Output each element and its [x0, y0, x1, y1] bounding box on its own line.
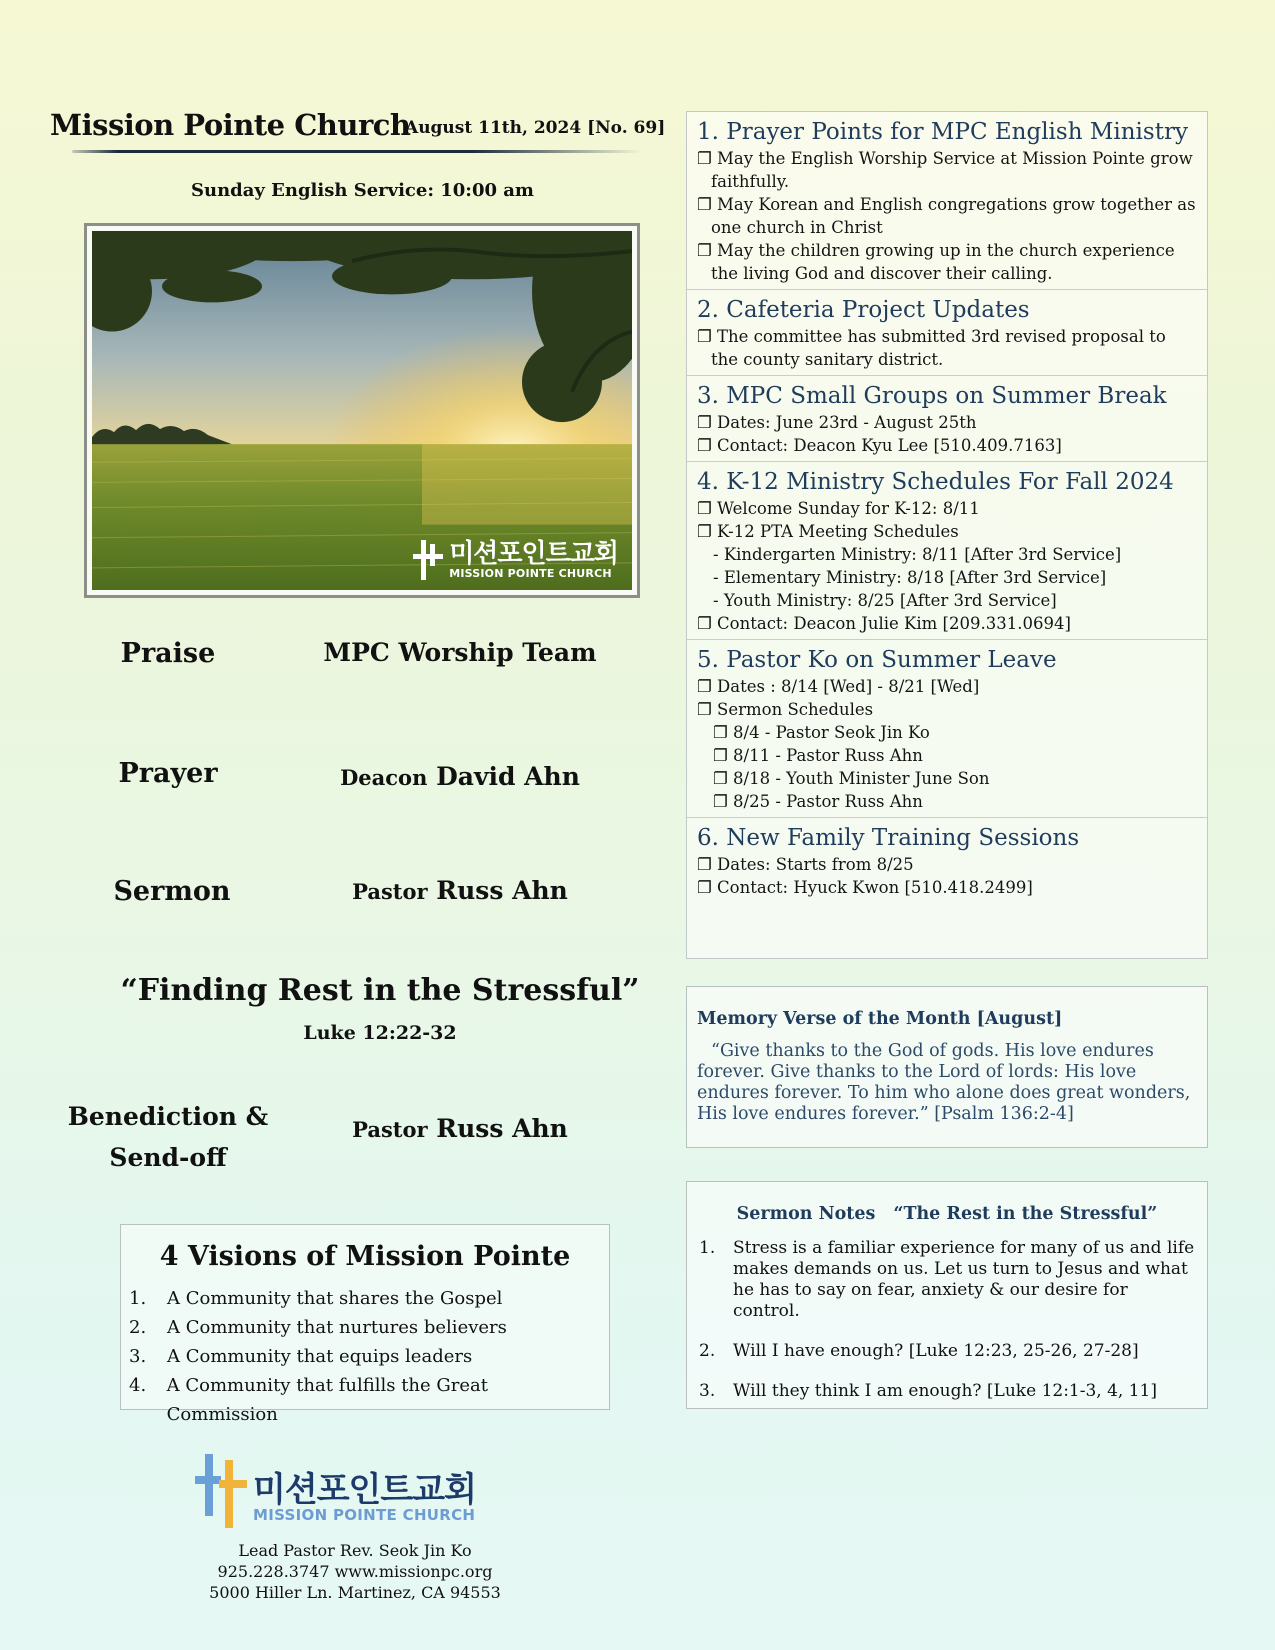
announcement-item: ❐ May the English Worship Service at Mission Pointe grow faithfully. [697, 149, 1193, 191]
phone-website: 925.228.3747 www.missionpc.org [217, 1562, 493, 1581]
announcement-section [687, 640, 1207, 818]
service-time: Sunday English Service: 10:00 am [191, 180, 534, 201]
announcement-item: ❐ Contact: Deacon Julie Kim [209.331.0694] [697, 614, 1071, 633]
list-text: Will I have enough? [Luke 12:23, 25-26, 27-28] [733, 1341, 1139, 1361]
sermon-notes-title: “The Rest in the Stressful” [893, 1204, 1158, 1224]
list-text: A Community that fulfills the Great Commission [166, 1375, 488, 1425]
photo-logo-korean: 미션포인트교회 [449, 538, 618, 569]
announcement-item: ❐ Dates : 8/14 [Wed] - 8/21 [Wed] [697, 677, 980, 696]
sermon-title: “Finding Rest in the Stressful” [120, 973, 640, 1008]
issue-date: August 11th, 2024 [No. 69] [405, 118, 666, 138]
list-text: Will they think I am enough? [Luke 12:1-3, 4, 11] [733, 1381, 1157, 1401]
announcement-item: ❐ Sermon Schedules [697, 700, 874, 719]
list-item [699, 1381, 1195, 1402]
title-underline [72, 150, 642, 153]
announcement-title: 3. MPC Small Groups on Summer Break [697, 383, 1167, 409]
order-name-text: Russ Ahn [436, 876, 568, 905]
list-number: 1. [699, 1238, 716, 1258]
announcement-title: 6. New Family Training Sessions [697, 825, 1080, 851]
announcement-title: 4. K-12 Ministry Schedules For Fall 2024 [697, 469, 1174, 495]
announcement-subitem: - Youth Ministry: 8/25 [After 3rd Service] [713, 591, 1057, 610]
order-name-praise [300, 638, 620, 667]
cross-logo-icon [195, 1454, 247, 1532]
order-name-prefix: Deacon [340, 765, 428, 790]
order-role-line: Send-off [109, 1143, 227, 1172]
order-name-text: David Ahn [436, 762, 580, 791]
footer-church-logo [195, 1450, 495, 1530]
announcement-item: ❐ Contact: Deacon Kyu Lee [510.409.7163] [697, 436, 1062, 455]
list-item [129, 1313, 601, 1342]
list-number: 3. [699, 1381, 716, 1401]
list-text: A Community that equips leaders [167, 1346, 473, 1367]
church-name: Mission Pointe Church [50, 108, 411, 142]
order-role-prayer: Prayer [118, 758, 218, 789]
list-number: 1. [129, 1288, 147, 1309]
announcement-section [687, 112, 1207, 290]
announcement-item: ❐ The committee has submitted 3rd revised proposal to the county sanitary district. [697, 327, 1166, 369]
list-text: A Community that shares the Gospel [167, 1288, 503, 1309]
memory-verse-text: “Give thanks to the God of gods. His love endures forever. Give thanks to the Lord of lords: His love endures forever. To him who alone does great wonders, His love endures forever.” [Psalm 136:2-4] [697, 1041, 1191, 1124]
memory-verse-box [686, 986, 1208, 1148]
order-name-prefix: Pastor [352, 1117, 428, 1142]
cover-photo [92, 231, 632, 590]
list-item [129, 1342, 601, 1371]
cover-photo-frame [84, 223, 640, 598]
photo-church-logo [413, 540, 618, 580]
order-role-line: Benediction & [67, 1102, 269, 1131]
announcements-box [686, 111, 1208, 959]
cross-logo-icon [413, 540, 443, 580]
list-number: 2. [129, 1317, 147, 1338]
announcement-item: ❐ Dates: Starts from 8/25 [697, 855, 914, 874]
announcement-item: ❐ May Korean and English congregations grow together as one church in Christ [697, 195, 1196, 237]
announcement-section [687, 290, 1207, 376]
list-item [699, 1238, 1195, 1322]
announcement-title: 5. Pastor Ko on Summer Leave [697, 647, 1057, 673]
announcement-subitem: - Elementary Ministry: 8/18 [After 3rd Service] [713, 568, 1107, 587]
footer-logo-korean: 미션포인트교회 [253, 1470, 476, 1510]
announcement-title: 2. Cafeteria Project Updates [697, 297, 1030, 323]
list-number: 4. [129, 1375, 147, 1396]
sermon-notes-label: Sermon Notes [736, 1204, 876, 1224]
sermon-notes-box [686, 1181, 1208, 1409]
order-name-sermon [300, 876, 620, 905]
announcement-title: 1. Prayer Points for MPC English Ministry [697, 119, 1188, 145]
announcement-section [687, 818, 1207, 903]
announcement-item: ❐ Dates: June 23rd - August 25th [697, 413, 977, 432]
list-item [699, 1341, 1195, 1362]
announcement-subitem: - Kindergarten Ministry: 8/11 [After 3rd Service] [713, 545, 1122, 564]
announcement-subitem: ❐ 8/4 - Pastor Seok Jin Ko [713, 723, 930, 742]
announcement-subitem: ❐ 8/25 - Pastor Russ Ahn [713, 792, 923, 811]
announcement-item: ❐ K-12 PTA Meeting Schedules [697, 522, 959, 541]
order-role-praise: Praise [120, 638, 216, 669]
memory-verse-title: Memory Verse of the Month [August] [697, 1009, 1063, 1029]
announcement-item: ❐ Welcome Sunday for K-12: 8/11 [697, 499, 980, 518]
visions-title: 4 Visions of Mission Pointe [159, 1241, 571, 1272]
visions-box [120, 1224, 610, 1425]
announcement-item: ❐ May the children growing up in the church experience the living God and discover their calling. [697, 241, 1175, 283]
lead-pastor: Lead Pastor Rev. Seok Jin Ko [238, 1541, 472, 1560]
list-item [129, 1371, 601, 1429]
order-role-benediction [53, 1096, 283, 1178]
order-name-benediction [300, 1114, 620, 1143]
address: 5000 Hiller Ln. Martinez, CA 94553 [209, 1583, 501, 1602]
announcement-subitem: ❐ 8/11 - Pastor Russ Ahn [713, 746, 923, 765]
announcement-section [687, 376, 1207, 462]
order-name-prayer [300, 762, 620, 791]
list-text: A Community that nurtures believers [167, 1317, 507, 1338]
list-text: Stress is a familiar experience for many of us and life makes demands on us. Let us turn to Jesus and what he has to say on fear, anxiety & our desire for control. [733, 1238, 1195, 1321]
order-name-text: Russ Ahn [436, 1114, 568, 1143]
order-name-text: MPC Worship Team [323, 638, 597, 667]
list-number: 3. [129, 1346, 147, 1367]
field-sunset-image [92, 231, 632, 590]
list-item [129, 1284, 601, 1313]
list-number: 2. [699, 1341, 716, 1361]
announcement-subitem: ❐ 8/18 - Youth Minister June Son [713, 769, 990, 788]
footer-logo-english: MISSION POINTE CHURCH [253, 1506, 476, 1524]
sermon-notes-heading [699, 1204, 1195, 1224]
photo-logo-english: MISSION POINTE CHURCH [449, 566, 612, 580]
order-name-prefix: Pastor [352, 879, 428, 904]
order-role-sermon: Sermon [113, 876, 231, 907]
announcement-item: ❐ Contact: Hyuck Kwon [510.418.2499] [697, 878, 1033, 897]
announcement-section [687, 462, 1207, 640]
footer-contact-info [170, 1540, 540, 1603]
sermon-reference: Luke 12:22-32 [303, 1022, 457, 1044]
